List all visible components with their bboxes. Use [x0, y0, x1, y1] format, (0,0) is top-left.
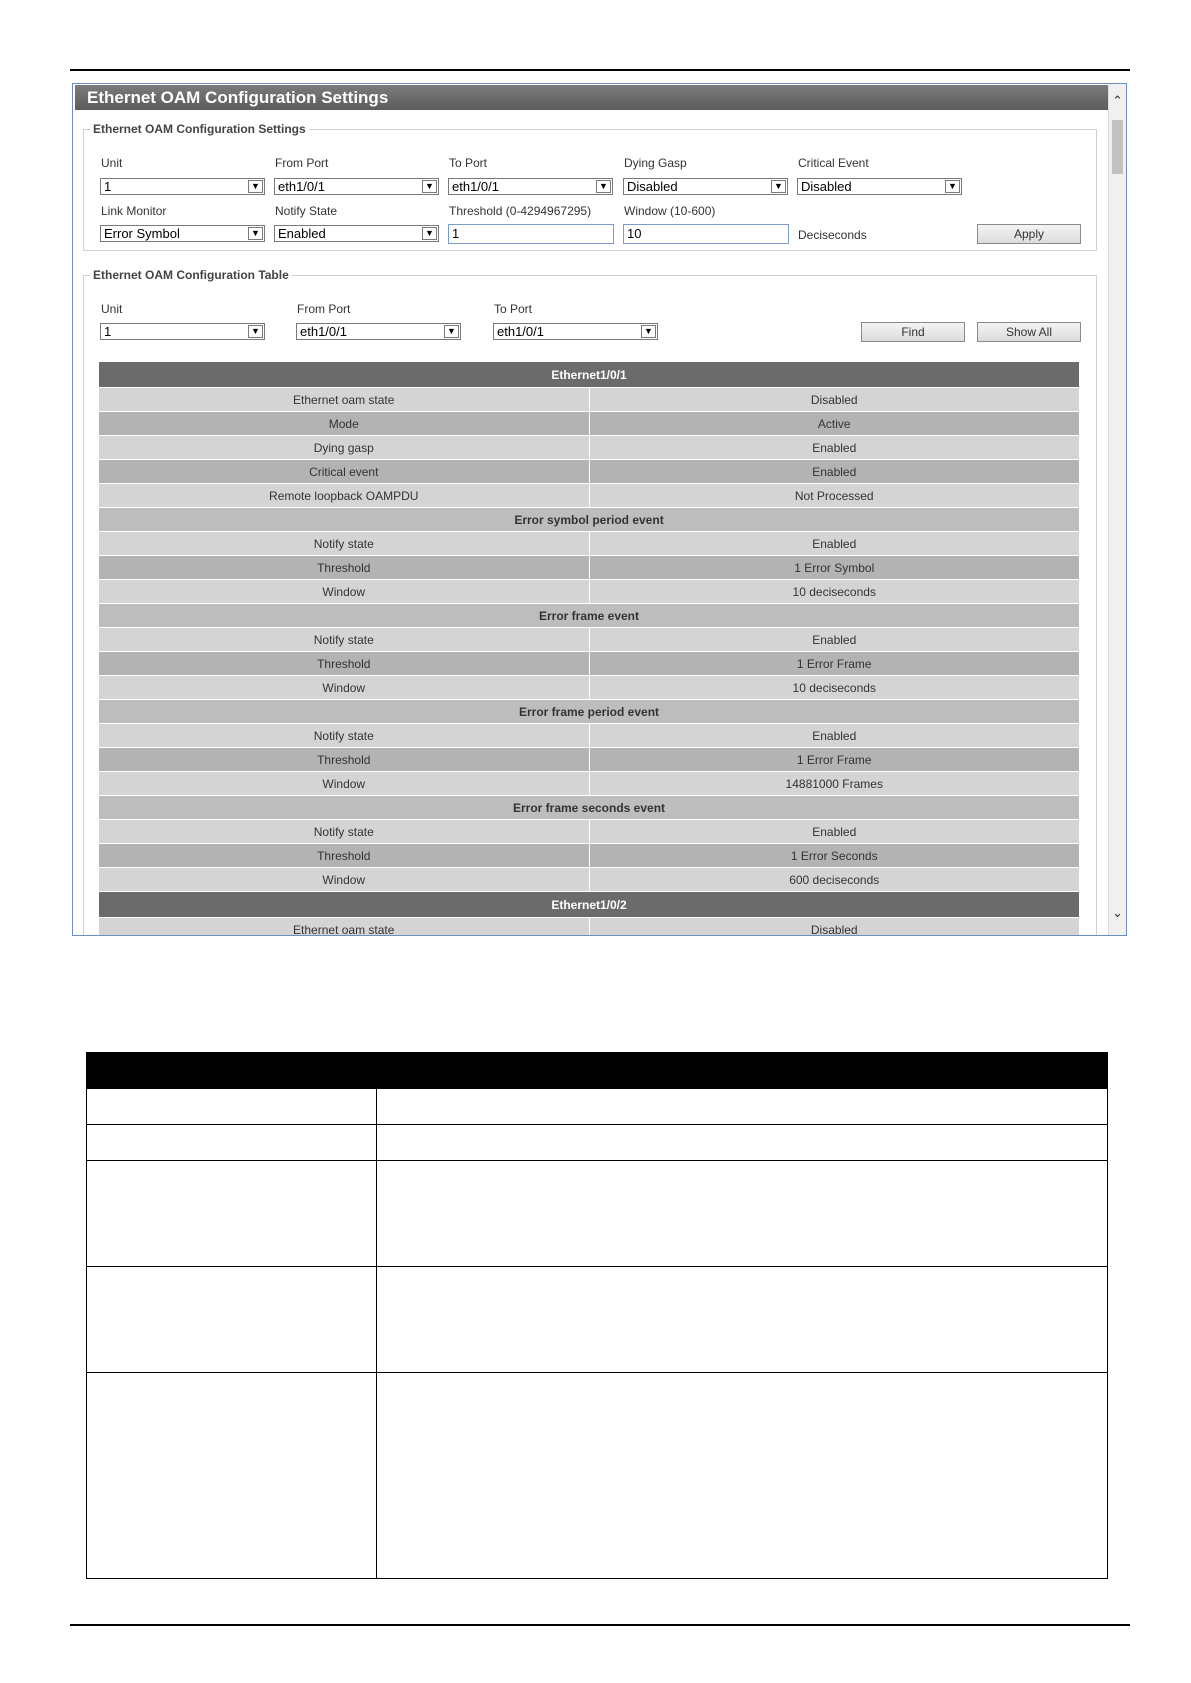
row-value: Enabled: [589, 724, 1080, 748]
row-name: Ethernet oam state: [99, 388, 590, 412]
link-monitor-select[interactable]: [100, 225, 265, 242]
filter-unit-label: Unit: [101, 302, 123, 316]
filter-to-port-select-value: eth1/0/1: [497, 324, 544, 339]
row-value: 10 deciseconds: [589, 676, 1080, 700]
filter-from-port-label: From Port: [297, 302, 351, 316]
row-name: Window: [99, 772, 590, 796]
chevron-down-icon: ▼: [248, 325, 263, 338]
row-value: 14881000 Frames: [589, 772, 1080, 796]
chevron-down-icon: ▼: [422, 227, 437, 240]
row-value: 1 Error Frame: [589, 652, 1080, 676]
row-value: Disabled: [589, 918, 1080, 937]
description-text-cell: [377, 1161, 1108, 1267]
link-monitor-select-value: Error Symbol: [104, 226, 180, 241]
chevron-down-icon: ▼: [596, 180, 611, 193]
description-text-cell: [377, 1373, 1108, 1579]
description-header: [87, 1053, 1108, 1089]
description-param-cell: [87, 1089, 377, 1125]
row-name: Threshold: [99, 844, 590, 868]
description-param-cell: [87, 1125, 377, 1161]
section-header-row: [99, 508, 1080, 532]
section-header: Error frame period event: [99, 700, 1080, 724]
page-header-rule: [70, 69, 1130, 71]
filter-unit-select[interactable]: [100, 323, 265, 340]
filter-from-port-select[interactable]: [296, 323, 461, 340]
table-row: [99, 868, 1080, 892]
link-monitor-label: Link Monitor: [101, 204, 167, 218]
from-port-label: From Port: [275, 156, 329, 170]
to-port-select-value: eth1/0/1: [452, 179, 499, 194]
table-row: [99, 412, 1080, 436]
description-row: [87, 1267, 1108, 1373]
unit-select-value: 1: [104, 179, 112, 194]
section-header: Error frame seconds event: [99, 796, 1080, 820]
section-header-row: [99, 796, 1080, 820]
dying-gasp-select[interactable]: [623, 178, 788, 195]
chevron-down-icon: ▼: [945, 180, 960, 193]
row-name: Window: [99, 676, 590, 700]
table-row: [99, 388, 1080, 412]
row-value: Not Processed: [589, 484, 1080, 508]
port-header: Ethernet1/0/2: [99, 892, 1080, 918]
chevron-down-icon: ▼: [248, 180, 263, 193]
unit-label: Unit: [101, 156, 123, 170]
section-header-row: [99, 604, 1080, 628]
table-row: [99, 724, 1080, 748]
apply-button[interactable]: Apply: [977, 224, 1081, 244]
row-value: 1 Error Seconds: [589, 844, 1080, 868]
show-all-button[interactable]: Show All: [977, 322, 1081, 342]
description-row: [87, 1161, 1108, 1267]
description-row: [87, 1373, 1108, 1579]
row-name: Notify state: [99, 724, 590, 748]
row-value: 600 deciseconds: [589, 868, 1080, 892]
window-input[interactable]: 10: [623, 224, 789, 244]
description-text-cell: [377, 1267, 1108, 1373]
filter-unit-select-value: 1: [104, 324, 112, 339]
notify-state-label: Notify State: [275, 204, 338, 218]
table-row: [99, 844, 1080, 868]
row-value: Enabled: [589, 820, 1080, 844]
to-port-select[interactable]: [448, 178, 613, 195]
table-row: [99, 460, 1080, 484]
table-row: [99, 652, 1080, 676]
table-row: [99, 918, 1080, 937]
table-row: [99, 628, 1080, 652]
to-port-label: To Port: [449, 156, 488, 170]
row-name: Mode: [99, 412, 590, 436]
row-value: Enabled: [589, 628, 1080, 652]
scroll-down-icon[interactable]: ⌄: [1112, 905, 1123, 920]
dying-gasp-select-value: Disabled: [627, 179, 678, 194]
window-label: Window (10-600): [624, 204, 716, 218]
from-port-select[interactable]: [274, 178, 439, 195]
port-header-row: [99, 892, 1080, 918]
description-table: [86, 1052, 1108, 1579]
table-row: [99, 820, 1080, 844]
threshold-input[interactable]: 1: [448, 224, 614, 244]
row-name: Threshold: [99, 652, 590, 676]
notify-state-select[interactable]: [274, 225, 439, 242]
scroll-thumb[interactable]: [1112, 120, 1123, 174]
description-text-cell: [377, 1125, 1108, 1161]
table-row: [99, 532, 1080, 556]
critical-event-label: Critical Event: [798, 156, 869, 170]
section-header-row: [99, 700, 1080, 724]
row-name: Window: [99, 580, 590, 604]
row-name: Dying gasp: [99, 436, 590, 460]
row-value: Enabled: [589, 436, 1080, 460]
chevron-down-icon: ▼: [248, 227, 263, 240]
threshold-label: Threshold (0-4294967295): [449, 204, 592, 218]
row-name: Threshold: [99, 556, 590, 580]
table-legend: Ethernet OAM Configuration Table: [93, 268, 289, 282]
description-header-row: [87, 1053, 1108, 1089]
row-value: Enabled: [589, 532, 1080, 556]
screenshot-window: [72, 83, 1127, 936]
row-name: Window: [99, 868, 590, 892]
critical-event-select-value: Disabled: [801, 179, 852, 194]
table-row: [99, 556, 1080, 580]
row-name: Ethernet oam state: [99, 918, 590, 937]
table-row: [99, 748, 1080, 772]
vertical-scrollbar[interactable]: [1108, 84, 1126, 935]
row-value: 10 deciseconds: [589, 580, 1080, 604]
port-header: Ethernet1/0/1: [99, 362, 1080, 388]
description-text-cell: [377, 1089, 1108, 1125]
dying-gasp-label: Dying Gasp: [624, 156, 687, 170]
row-value: 1 Error Frame: [589, 748, 1080, 772]
row-name: Threshold: [99, 748, 590, 772]
chevron-down-icon: ▼: [444, 325, 459, 338]
table-row: [99, 580, 1080, 604]
row-name: Critical event: [99, 460, 590, 484]
table-row: [99, 484, 1080, 508]
unit-select[interactable]: [100, 178, 265, 195]
filter-to-port-select[interactable]: [493, 323, 658, 340]
filter-to-port-label: To Port: [494, 302, 533, 316]
scroll-up-icon[interactable]: ⌃: [1112, 93, 1123, 108]
results-table: [98, 361, 1080, 936]
section-header: Error symbol period event: [99, 508, 1080, 532]
from-port-select-value: eth1/0/1: [278, 179, 325, 194]
description-row: [87, 1089, 1108, 1125]
notify-state-select-value: Enabled: [278, 226, 326, 241]
filter-from-port-select-value: eth1/0/1: [300, 324, 347, 339]
description-row: [87, 1125, 1108, 1161]
row-name: Remote loopback OAMPDU: [99, 484, 590, 508]
row-value: Disabled: [589, 388, 1080, 412]
section-header: Error frame event: [99, 604, 1080, 628]
deciseconds-label: Deciseconds: [798, 228, 867, 242]
table-row: [99, 676, 1080, 700]
find-button[interactable]: Find: [861, 322, 965, 342]
row-name: Notify state: [99, 628, 590, 652]
critical-event-select[interactable]: [797, 178, 962, 195]
row-value: 1 Error Symbol: [589, 556, 1080, 580]
row-name: Notify state: [99, 820, 590, 844]
settings-legend: Ethernet OAM Configuration Settings: [93, 122, 306, 136]
description-param-cell: [87, 1161, 377, 1267]
chevron-down-icon: ▼: [422, 180, 437, 193]
page-footer-rule: [70, 1624, 1130, 1626]
table-row: [99, 436, 1080, 460]
window-title: Ethernet OAM Configuration Settings: [75, 85, 1108, 110]
chevron-down-icon: ▼: [641, 325, 656, 338]
port-header-row: [99, 362, 1080, 388]
description-param-cell: [87, 1267, 377, 1373]
row-name: Notify state: [99, 532, 590, 556]
row-value: Enabled: [589, 460, 1080, 484]
row-value: Active: [589, 412, 1080, 436]
table-row: [99, 772, 1080, 796]
description-param-cell: [87, 1373, 377, 1579]
chevron-down-icon: ▼: [771, 180, 786, 193]
